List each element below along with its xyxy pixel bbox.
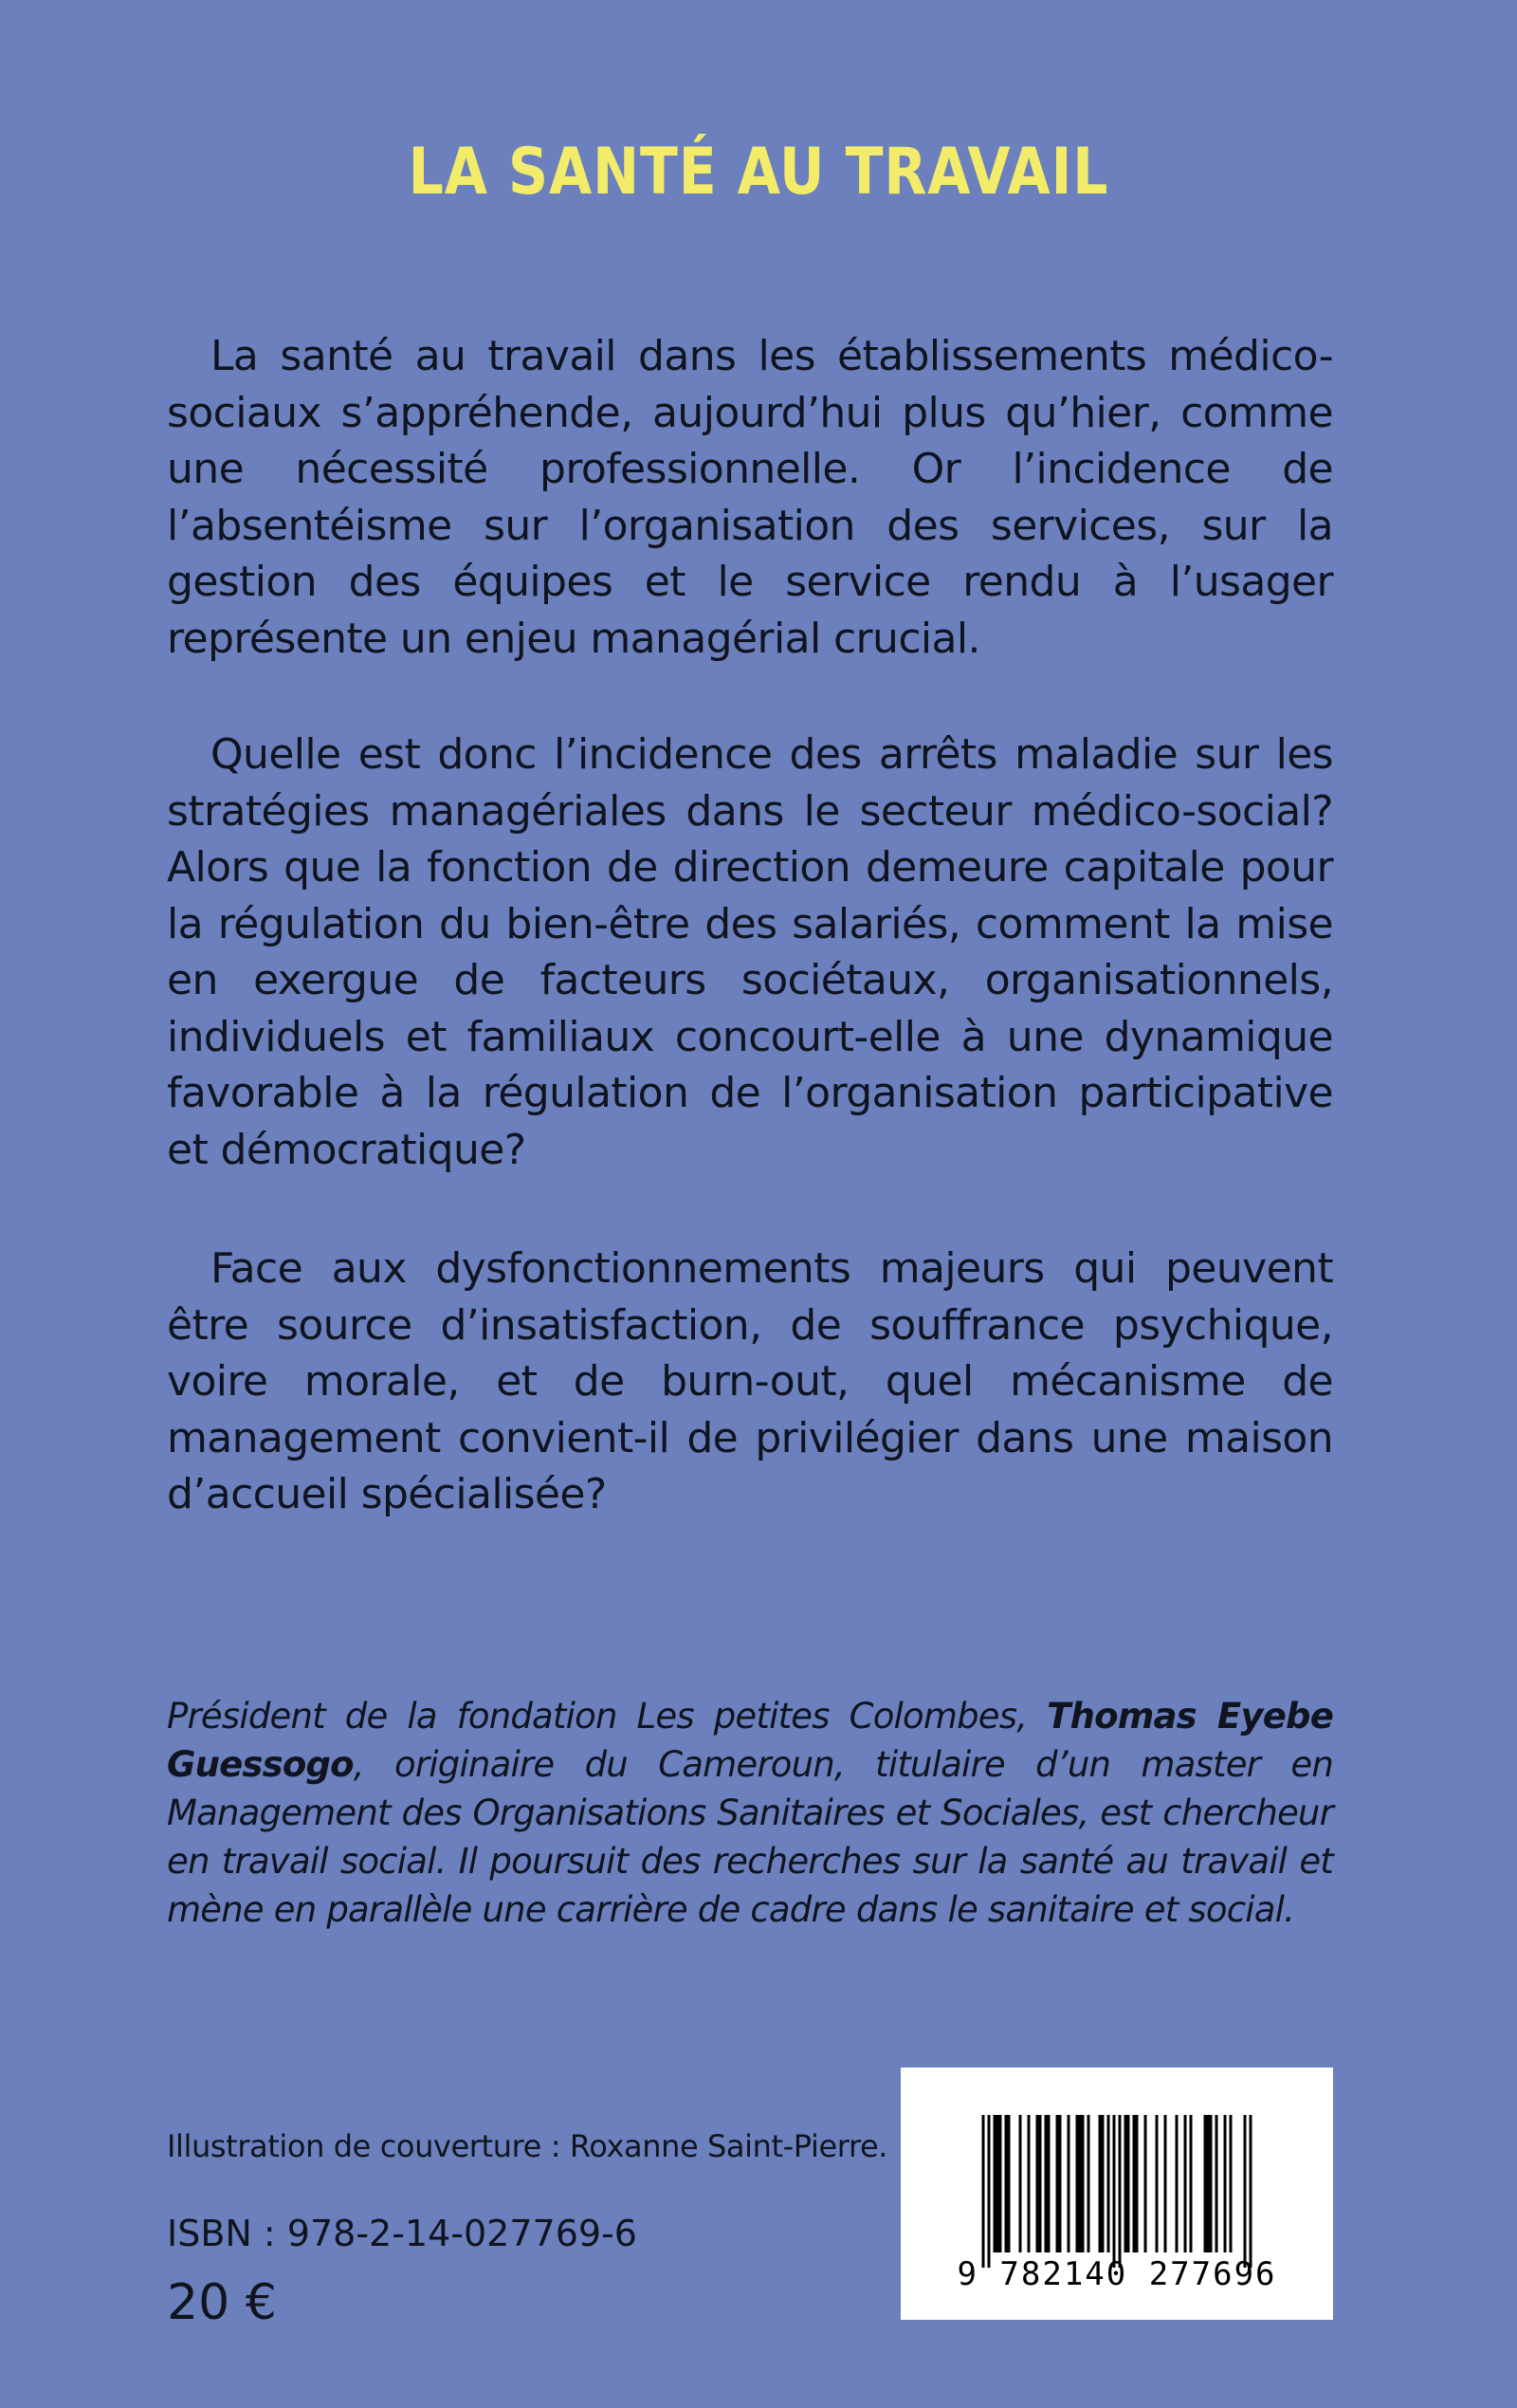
barcode-bar [996, 2115, 999, 2252]
barcode-bar [1008, 2115, 1011, 2252]
barcode-bar [982, 2115, 985, 2268]
barcode-bar [1005, 2115, 1008, 2252]
paragraph-text: Face aux dysfonctionnements majeurs qui peuvent être source d’insatisfaction, de souffrance psychique, voire morale, et de burn-out, quel mécanisme de management convient-il de privilégier dans une maison d’accueil spécialisée? [167, 1244, 1333, 1518]
illustration-credit: Illustration de couverture : Roxanne Saint-Pierre. [167, 2128, 888, 2164]
barcode-bar [1156, 2115, 1159, 2252]
book-title: LA SANTÉ AU TRAVAIL [408, 135, 1109, 210]
barcode-bar [1244, 2115, 1247, 2268]
barcode-bar [1184, 2115, 1187, 2252]
barcode-bar [1036, 2115, 1039, 2252]
barcode-bar [1124, 2115, 1127, 2252]
barcode-bar [1107, 2115, 1110, 2252]
barcode-bar [1250, 2115, 1252, 2268]
barcode-number: 9 782140 277696 [957, 2255, 1277, 2293]
barcode-bar [994, 2115, 996, 2252]
barcode-bar [988, 2115, 991, 2268]
barcode-bar [1113, 2115, 1116, 2268]
barcode-bar [999, 2115, 1002, 2252]
barcode-bar [1204, 2115, 1207, 2252]
barcode-bar [1136, 2115, 1139, 2252]
barcode-bar [1144, 2115, 1147, 2252]
barcode-bar [1099, 2115, 1102, 2252]
paragraph-text: Quelle est donc l’incidence des arrêts maladie sur les stratégies managériales dans le secteur médico-social? Alors que la fonction de direction demeure capitale pour la régulation du bien-être des salariés, comment la mise en exergue de facteurs sociétaux, organisationnels, individuels et familiaux concourt-elle à une dynamique favorable à la régulation de l’organisation participative et démocratique? [167, 730, 1333, 1174]
barcode-bar [1059, 2115, 1062, 2252]
price: 20 € [167, 2274, 277, 2331]
barcode-bar [1133, 2115, 1136, 2252]
barcode-bar [1207, 2115, 1210, 2252]
blurb-paragraph-1 [167, 328, 1333, 667]
barcode-bar [1048, 2115, 1051, 2252]
barcode-bar [1019, 2115, 1022, 2252]
barcode-bar [1079, 2115, 1082, 2252]
author-name: Thomas Eyebe Guessogo [167, 1696, 1333, 1785]
barcode-bar [1068, 2115, 1070, 2252]
barcode [901, 2068, 1333, 2320]
paragraph-text: La santé au travail dans les établissements médico-sociaux s’appréhende, aujourd’hui plus qu’hier, comme une nécessité professionnelle. Or l’incidence de l’absentéisme sur l’organisation des services, sur la gestion des équipes et le service rendu à l’usager représente un enjeu managérial crucial. [167, 332, 1333, 663]
barcode-bar [1176, 2115, 1179, 2252]
barcode-bar [1127, 2115, 1130, 2252]
blurb-paragraph-3 [167, 1241, 1333, 1523]
barcode-bar [1215, 2115, 1218, 2252]
barcode-bar [1164, 2115, 1167, 2252]
bio-details: , originaire du Cameroun, titulaire d’un master en Management des Organisations Sanitaires et Sociales, est chercheur en travail social. Il poursuit des recherches sur la santé au travail et mène en parallèle une carrière de cadre dans le sanitaire et social. [167, 1744, 1333, 1930]
barcode-bar [1224, 2115, 1227, 2252]
barcode-bar [1190, 2115, 1193, 2252]
barcode-bar [1082, 2115, 1085, 2252]
barcode-bar [1230, 2115, 1233, 2252]
barcode-bar [1102, 2115, 1105, 2252]
barcode-bar [1087, 2115, 1090, 2252]
barcode-bar [1045, 2115, 1048, 2252]
author-bio [167, 1692, 1333, 1934]
isbn: ISBN : 978-2-14-027769-6 [167, 2213, 637, 2254]
barcode-bar [1039, 2115, 1042, 2252]
blurb-paragraph-2 [167, 726, 1333, 1178]
barcode-bar [1056, 2115, 1059, 2252]
bio-intro: Président de la fondation Les petites Colombes, [167, 1696, 1048, 1737]
barcode-bar [1028, 2115, 1031, 2252]
barcode-bar [1119, 2115, 1122, 2268]
barcode-bar [1210, 2115, 1213, 2252]
barcode-bar [1076, 2115, 1079, 2252]
